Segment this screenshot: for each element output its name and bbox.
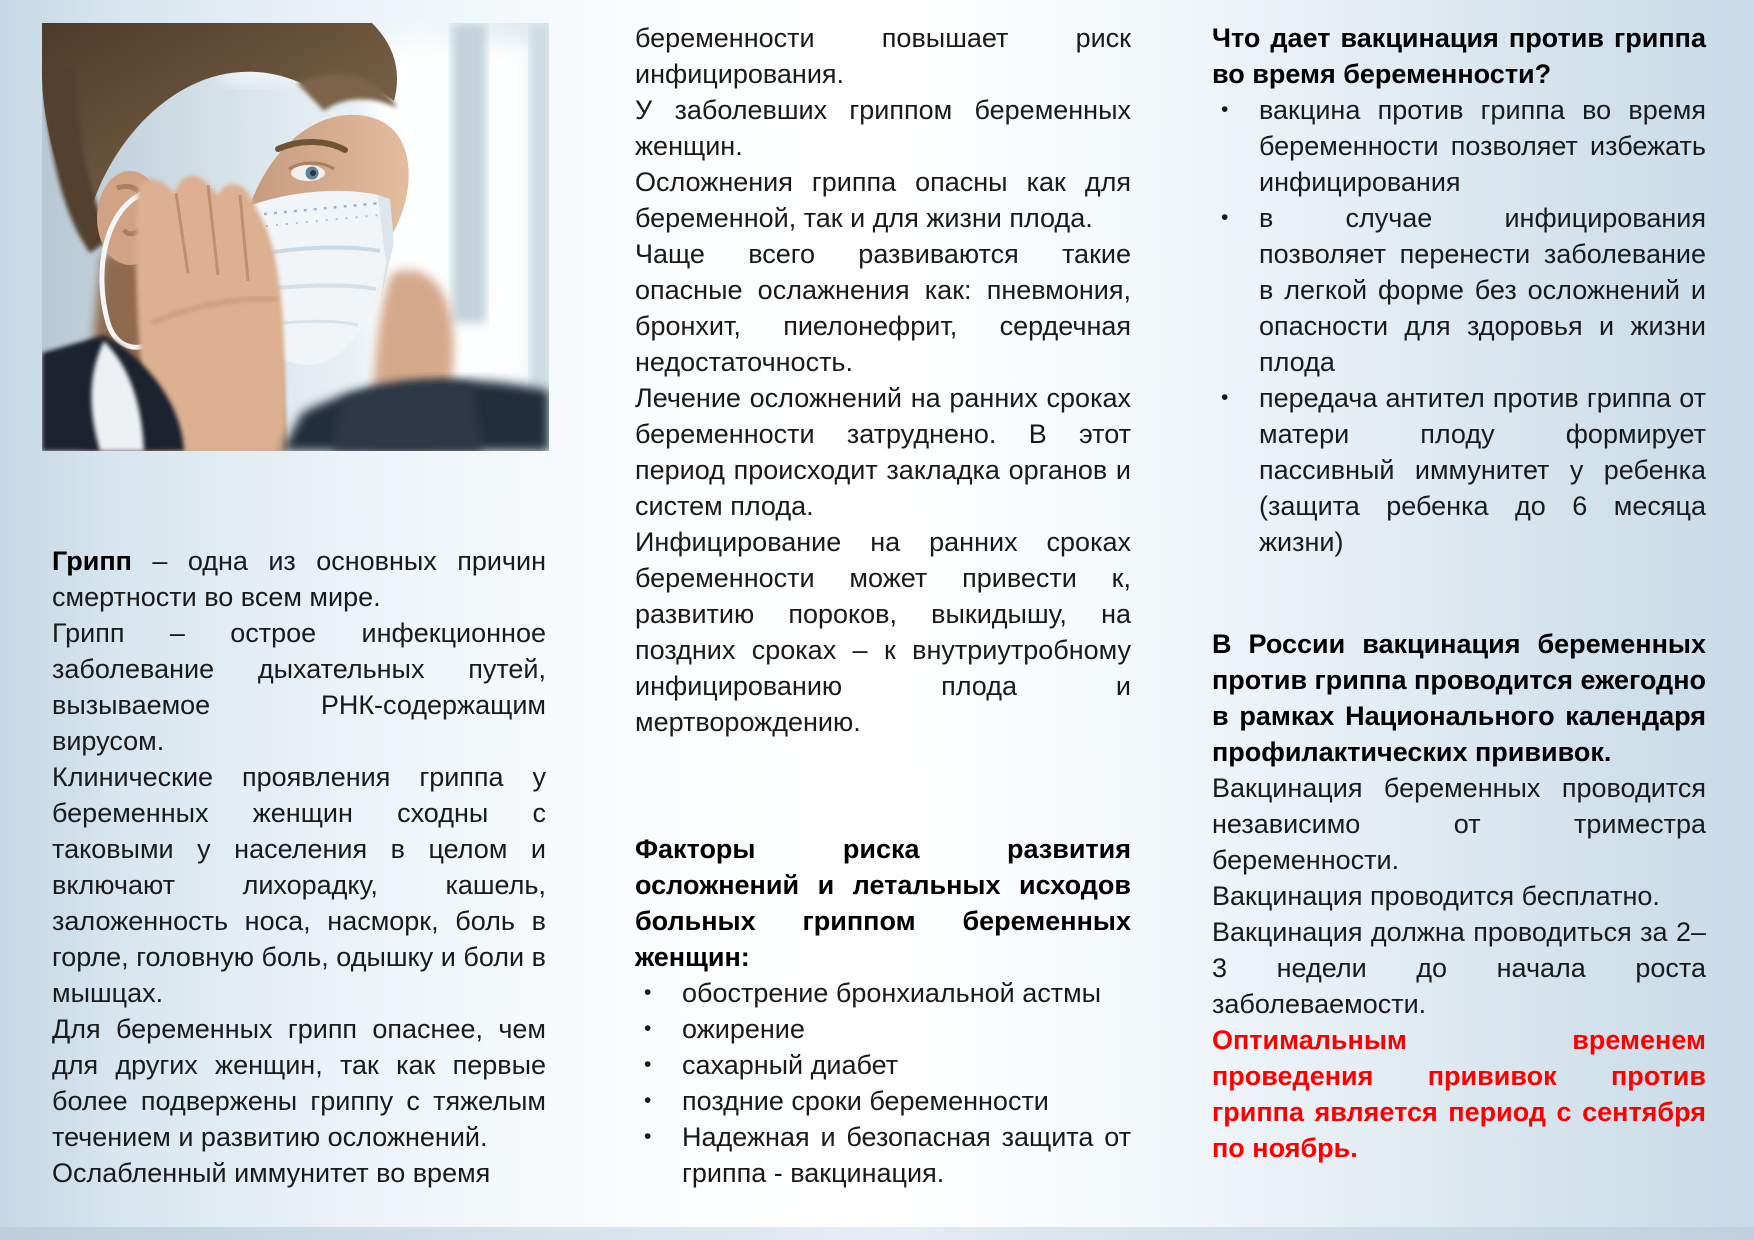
list-item	[1212, 380, 1706, 560]
paragraph: Вакцинация проводится бесплатно.	[1212, 881, 1660, 911]
national-calendar-statement: В России вакцинация беременных против гриппа проводится ежегодно в рамках Национального календаря профилактических прививок.	[1212, 629, 1706, 767]
paragraph: Ослабленный иммунитет во время	[52, 1158, 491, 1188]
column-middle	[635, 20, 1131, 1191]
section-heading-vaccination-benefits: Что дает вакцинация против гриппа во время беременности?	[1212, 23, 1706, 89]
paragraph: Клинические проявления гриппа у беременных женщин сходны с таковыми у населения в целом и включают лихорадку, кашель, заложенность носа, насморк, боль в горле, головную боль, одышку и боли в мышцах.	[52, 762, 546, 1008]
list-item	[635, 1047, 1131, 1083]
bullet-dot: •	[1221, 386, 1229, 409]
bullet-dot: •	[644, 1017, 652, 1040]
bullet-dot: •	[644, 1125, 652, 1148]
paragraph: беременности повышает риск инфицирования.	[635, 23, 1131, 89]
list-item-text: передача антител против гриппа от матери плоду формирует пассивный иммунитет у ребенка (защита ребенка до 6 месяца жизни)	[1259, 383, 1706, 557]
photo-svg	[42, 23, 549, 451]
list-item	[635, 1083, 1131, 1119]
list-item	[635, 975, 1131, 1011]
paragraph: Чаще всего развиваются такие опасные ослажнения как: пневмония, бронхит, пиелонефрит, сердечная недостаточность.	[635, 239, 1131, 377]
vaccination-benefits-list	[1212, 92, 1706, 560]
list-item	[635, 1011, 1131, 1047]
bullet-dot: •	[644, 1053, 652, 1076]
list-item-text: поздние сроки беременности	[682, 1086, 1049, 1116]
risk-factors-list	[635, 975, 1131, 1191]
bullet-dot: •	[644, 981, 652, 1004]
list-item-text: вакцина против гриппа во время беременности позволяет избежать инфицирования	[1259, 95, 1706, 197]
lead-word: Грипп	[52, 546, 132, 576]
paragraph: Лечение осложнений на ранних сроках беременности затруднено. В этот период происходит закладка органов и систем плода.	[635, 383, 1131, 521]
paragraph: Инфицирование на ранних сроках беременности может привести к, развитию пороков, выкидышу, на поздних сроках – к внутриутробному инфицированию плода и мертворождению.	[635, 527, 1131, 737]
bullet-dot: •	[1221, 206, 1229, 229]
list-item-text: сахарный диабет	[682, 1050, 899, 1080]
alert-text-optimal-period: Оптимальным временем проведения прививок против гриппа является период с сентября по ноябрь.	[1212, 1025, 1706, 1163]
list-item-text: Надежная и безопасная защита от гриппа - вакцинация.	[682, 1122, 1131, 1188]
paragraph: У заболевших гриппом беременных женщин.	[635, 95, 1131, 161]
list-item-text: ожирение	[682, 1014, 805, 1044]
list-item	[1212, 200, 1706, 380]
paragraph: Вакцинация беременных проводится независимо от триместра беременности.	[1212, 773, 1706, 875]
bullet-dot: •	[1221, 98, 1229, 121]
paragraph: Вакцинация должна проводиться за 2–3 недели до начала роста заболеваемости.	[1212, 917, 1706, 1019]
paragraph: Для беременных грипп опаснее, чем для других женщин, так как первые более подвержены гриппу с тяжелым течением и развитию осложнений.	[52, 1014, 546, 1152]
column-left-text	[52, 543, 546, 1191]
paragraph	[52, 543, 546, 615]
list-item-text: обострение бронхиальной астмы	[682, 978, 1102, 1008]
photo-man-putting-on-mask	[42, 23, 549, 451]
bottom-edge-strip	[0, 1227, 1754, 1240]
list-item-text: в случае инфицирования позволяет перенести заболевание в легкой форме без осложнений и опасности для здоровья и жизни плода	[1259, 203, 1706, 377]
section-heading-risk-factors: Факторы риска развития осложнений и летальных исходов больных гриппом беременных женщин:	[635, 834, 1131, 972]
paragraph: Грипп – острое инфекционное заболевание дыхательных путей, вызываемое РНК-содержащим вирусом.	[52, 618, 546, 756]
paragraph: Осложнения гриппа опасны как для беременной, так и для жизни плода.	[635, 167, 1131, 233]
list-item	[635, 1119, 1131, 1191]
column-right	[1212, 20, 1706, 1166]
lead-rest: – одна из основных причин смертности во всем мире.	[52, 546, 546, 612]
bullet-dot: •	[644, 1089, 652, 1112]
list-item	[1212, 92, 1706, 200]
